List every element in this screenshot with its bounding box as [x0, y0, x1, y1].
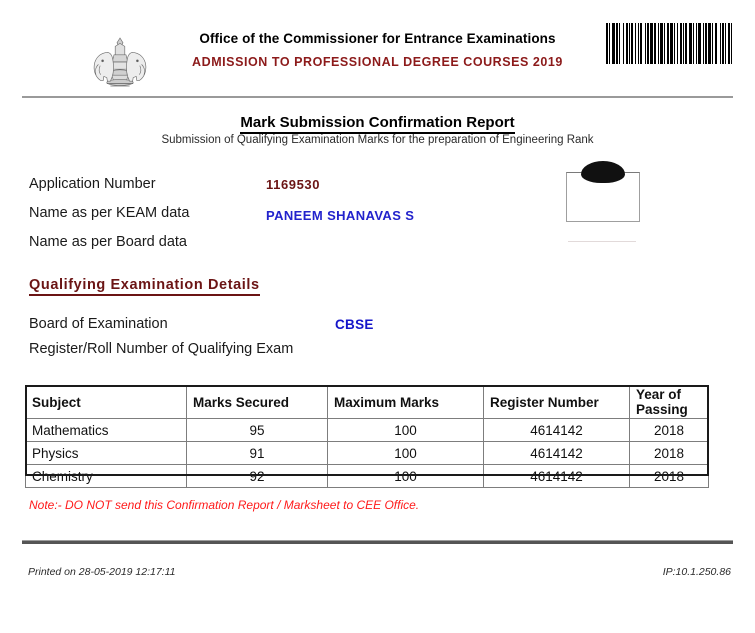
cell-subject: Mathematics: [26, 419, 187, 442]
marks-table-head: [26, 386, 709, 419]
register-roll-number-label: Register/Roll Number of Qualifying Exam: [29, 341, 294, 357]
cell-maximum-marks: 100: [328, 419, 484, 442]
ip-address-text: IP:10.1.250.86: [662, 566, 731, 578]
office-line: Office of the Commissioner for Entrance Examinations: [199, 31, 556, 46]
section-title-qualifying-examination-details: [29, 277, 260, 293]
board-of-examination-value: CBSE: [335, 317, 374, 332]
application-number-label: Application Number: [29, 176, 156, 192]
cell-year-of-passing: 2018: [630, 419, 709, 442]
admission-line: ADMISSION TO PROFESSIONAL DEGREE COURSES 2019: [192, 55, 563, 69]
cell-maximum-marks: 100: [328, 465, 484, 488]
table-row: [26, 465, 709, 488]
signature-line: [568, 241, 636, 242]
keam-name-value: PANEEM SHANAVAS S: [266, 208, 415, 223]
cell-year-of-passing: 2018: [630, 465, 709, 488]
applicant-photo-icon: [566, 172, 640, 222]
cell-maximum-marks: 100: [328, 442, 484, 465]
column-header-register-number: Register Number: [484, 386, 630, 419]
header-divider: [22, 96, 733, 98]
cell-year-of-passing: 2018: [630, 442, 709, 465]
header-title-block: [160, 31, 595, 69]
cell-register-number: 4614142: [484, 419, 630, 442]
page-subtitle: Submission of Qualifying Examination Marks for the preparation of Engineering Rank: [161, 134, 594, 146]
cell-subject: Chemistry: [26, 465, 187, 488]
marks-table-body: [26, 419, 709, 488]
page-title: [0, 114, 755, 131]
board-name-label: Name as per Board data: [29, 234, 187, 250]
cell-subject: Physics: [26, 442, 187, 465]
cell-marks-secured: 92: [187, 465, 328, 488]
document-header: [0, 0, 755, 95]
table-row: [26, 442, 709, 465]
footer-divider: [22, 540, 733, 544]
application-number-value: 1169530: [266, 177, 321, 192]
board-of-examination-label: Board of Examination: [29, 316, 168, 332]
printed-on-text: Printed on 28-05-2019 12:17:11: [28, 566, 176, 578]
table-header-row: [26, 386, 709, 419]
barcode-icon: [606, 23, 734, 64]
column-header-year-of-passing: Year of Passing: [630, 386, 709, 419]
cell-marks-secured: 91: [187, 442, 328, 465]
column-header-maximum-marks: Maximum Marks: [328, 386, 484, 419]
kerala-state-emblem-icon: [84, 34, 156, 90]
photo-head-shape: [581, 161, 625, 183]
column-header-subject: Subject: [26, 386, 187, 419]
page-title-text: Mark Submission Confirmation Report: [240, 114, 514, 134]
marks-table: [25, 385, 709, 488]
section-title-text: Qualifying Examination Details: [29, 277, 260, 296]
cell-marks-secured: 95: [187, 419, 328, 442]
cell-register-number: 4614142: [484, 442, 630, 465]
keam-name-label: Name as per KEAM data: [29, 205, 190, 221]
note-text: Note:- DO NOT send this Confirmation Report / Marksheet to CEE Office.: [29, 498, 420, 512]
cell-register-number: 4614142: [484, 465, 630, 488]
column-header-marks-secured: Marks Secured: [187, 386, 328, 419]
table-row: [26, 419, 709, 442]
